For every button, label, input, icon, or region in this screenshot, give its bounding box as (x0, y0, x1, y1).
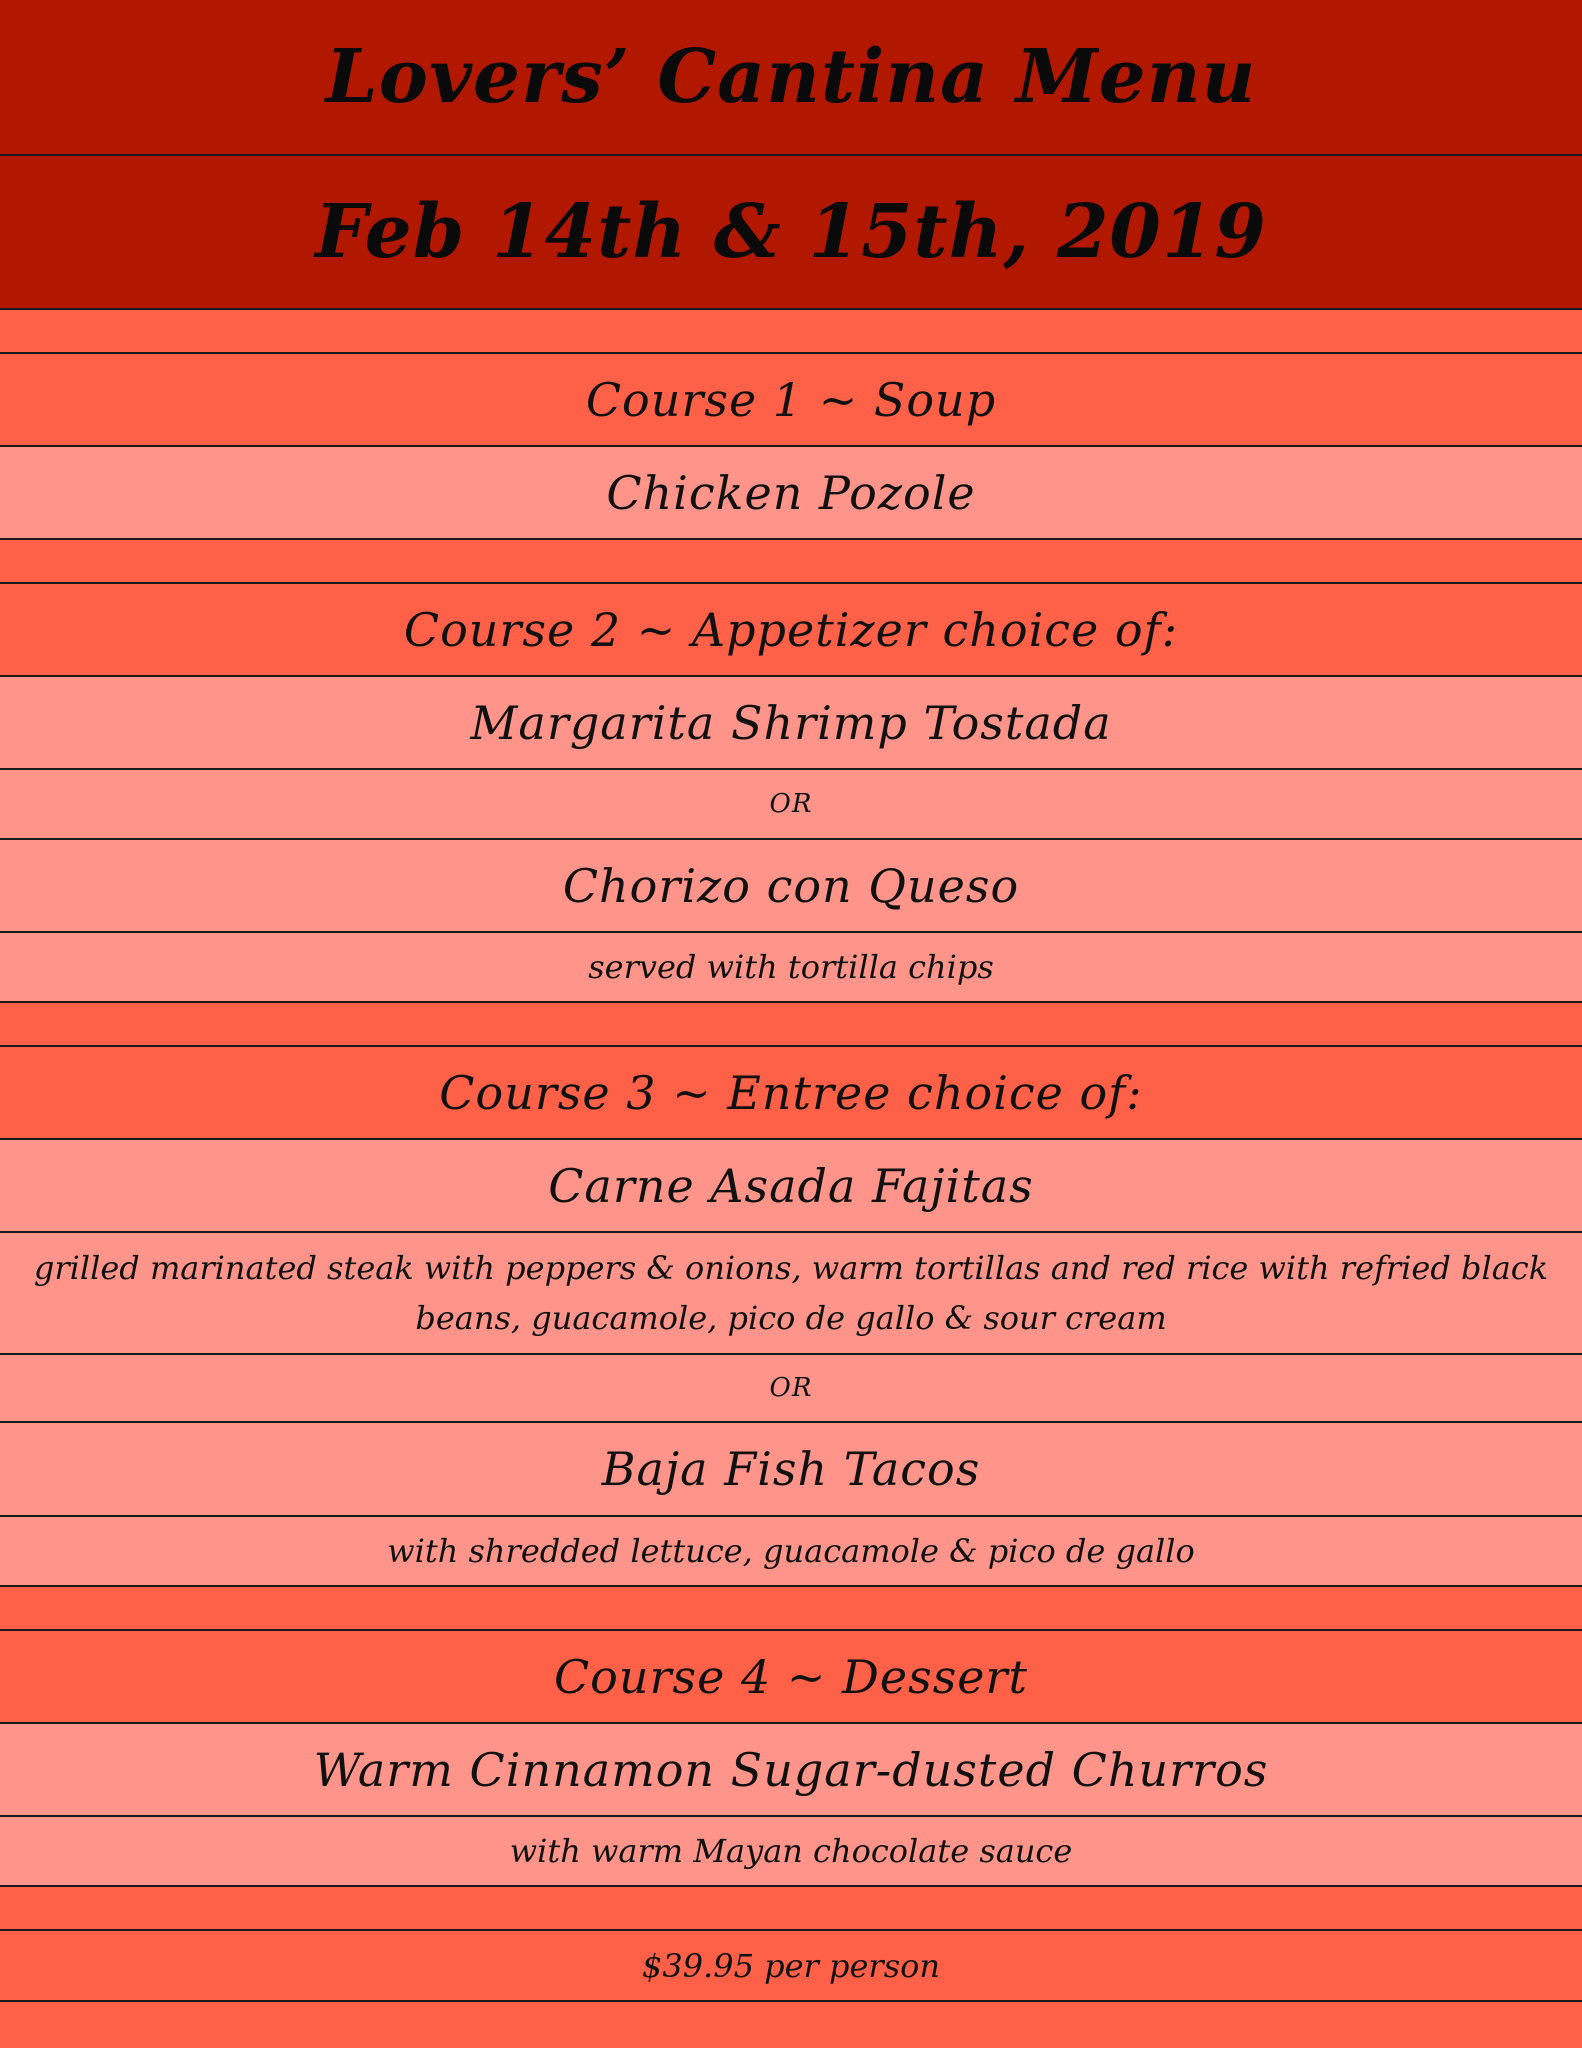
spacer-band (0, 1887, 1582, 1931)
course-2-option-2-description: served with tortilla chips (0, 933, 1582, 1003)
spacer-band (0, 540, 1582, 584)
course-3-option-2-description: with shredded lettuce, guacamole & pico de gallo (0, 1517, 1582, 1587)
course-2-or-label: OR (0, 770, 1582, 840)
course-4-heading: Course 4 ~ Dessert (0, 1631, 1582, 1724)
spacer-band (0, 310, 1582, 354)
course-3-or-label: OR (0, 1355, 1582, 1423)
course-1-heading: Course 1 ~ Soup (0, 354, 1582, 447)
course-2-option-1: Margarita Shrimp Tostada (0, 677, 1582, 770)
price-per-person: $39.95 per person (0, 1931, 1582, 2002)
course-2-option-2: Chorizo con Queso (0, 840, 1582, 933)
course-1-dish: Chicken Pozole (0, 447, 1582, 540)
course-3-option-1: Carne Asada Fajitas (0, 1140, 1582, 1233)
course-4-dish-description: with warm Mayan chocolate sauce (0, 1817, 1582, 1887)
course-3-heading: Course 3 ~ Entree choice of: (0, 1047, 1582, 1140)
course-3-option-2: Baja Fish Tacos (0, 1423, 1582, 1517)
course-4-dish: Warm Cinnamon Sugar-dusted Churros (0, 1724, 1582, 1817)
course-3-option-1-description: grilled marinated steak with peppers & onions, warm tortillas and red rice with refried black beans, guacamole, pico de gallo & sour cream (0, 1233, 1582, 1355)
spacer-band (0, 1003, 1582, 1047)
menu-title: Lovers’ Cantina Menu (0, 0, 1582, 156)
course-2-heading: Course 2 ~ Appetizer choice of: (0, 584, 1582, 677)
spacer-band (0, 1587, 1582, 1631)
event-date: Feb 14th & 15th, 2019 (0, 156, 1582, 310)
